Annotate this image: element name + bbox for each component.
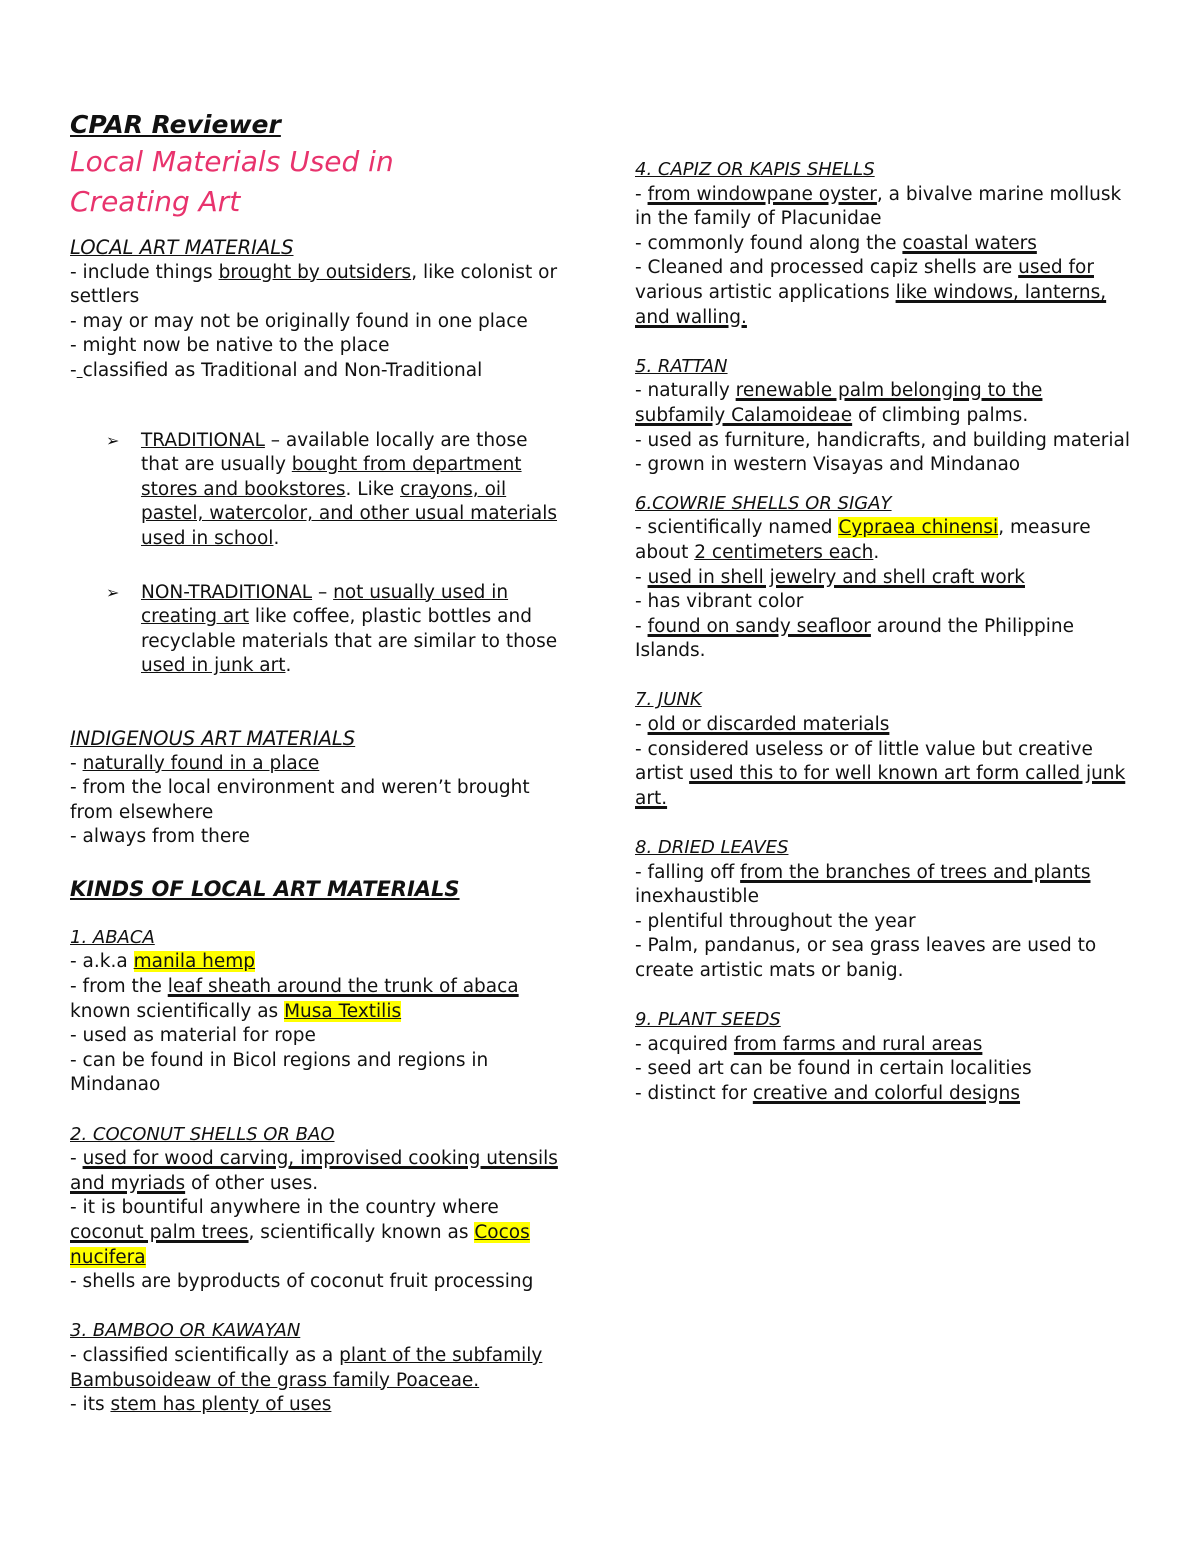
text-run: - Cleaned and processed capiz shells are bbox=[635, 257, 1019, 279]
abaca-line-1 bbox=[70, 950, 570, 975]
text-run: - bbox=[70, 359, 77, 381]
cowrie-line-2 bbox=[635, 566, 1135, 591]
dried-leaves-heading: 8. DRIED LEAVES bbox=[635, 837, 789, 859]
text-run: TRADITIONAL bbox=[141, 429, 265, 451]
non-traditional-text bbox=[141, 581, 570, 679]
text-run: brought by outsiders bbox=[218, 261, 412, 283]
text-run: used in shell jewelry and shell craft work bbox=[647, 566, 1025, 588]
right-column bbox=[635, 158, 1135, 1107]
text-run: - bbox=[635, 615, 648, 637]
text-run: – available locally are those that are usually bbox=[141, 429, 528, 476]
bamboo-line-1 bbox=[70, 1344, 570, 1393]
text-run: of other uses. bbox=[185, 1172, 319, 1194]
junk-line-1 bbox=[635, 713, 1135, 738]
cowrie-line-3: - has vibrant color bbox=[635, 591, 804, 613]
local-line-3: - might now be native to the place bbox=[70, 335, 390, 357]
text-run: Cocos nucifera bbox=[70, 1222, 530, 1268]
seeds-line-1 bbox=[635, 1033, 1135, 1058]
text-run: . bbox=[285, 655, 292, 677]
coconut-heading: 2. COCONUT SHELLS OR BAO bbox=[70, 1123, 335, 1145]
text-run: . bbox=[873, 541, 880, 563]
text-run: . Like bbox=[345, 478, 401, 500]
text-run: - naturally bbox=[635, 380, 736, 402]
text-run: Cypraea chinensi bbox=[838, 517, 999, 539]
text-run: - bbox=[70, 752, 83, 774]
arrow-bullet-icon: ➢ bbox=[106, 430, 120, 450]
text-run: . bbox=[273, 527, 280, 549]
text-run: classified as Traditional and Non-Traditional bbox=[82, 359, 483, 381]
kinds-heading: KINDS OF LOCAL ART MATERIALS bbox=[70, 876, 460, 901]
text-run: renewable palm belonging to the subfamily Calamoideae bbox=[635, 380, 1043, 426]
text-run: NON-TRADITIONAL bbox=[141, 581, 313, 603]
indigenous-line-2: - from the local environment and weren’t brought from elsewhere bbox=[70, 777, 530, 823]
document-subtitle bbox=[70, 142, 570, 222]
capiz-heading: 4. CAPIZ OR KAPIS SHELLS bbox=[635, 159, 875, 180]
text-run: crayons, oil pastel, watercolor, and other usual materials used in school bbox=[141, 478, 558, 549]
text-run: , a bivalve marine mollusk in the family of Placunidae bbox=[635, 183, 1122, 230]
leaves-line-2: - plentiful throughout the year bbox=[635, 910, 916, 932]
plant-seeds-heading: 9. PLANT SEEDS bbox=[635, 1009, 781, 1031]
text-run: – bbox=[312, 581, 334, 603]
text-run: used in junk art bbox=[141, 655, 286, 677]
bamboo-line-2 bbox=[70, 1393, 570, 1418]
rattan-line-2: - used as furniture, handicrafts, and building material bbox=[635, 429, 1130, 451]
text-run: leaf sheath around the trunk of abaca bbox=[167, 976, 519, 998]
text-run: - bbox=[70, 1148, 83, 1170]
rattan-heading: 5. RATTAN bbox=[635, 355, 728, 377]
text-run: from farms and rural areas bbox=[733, 1033, 983, 1055]
leaves-line-1 bbox=[635, 861, 1135, 910]
cowrie-line-1 bbox=[635, 516, 1135, 565]
cowrie-heading: 6.COWRIE SHELLS OR SIGAY bbox=[635, 492, 892, 514]
text-run: , like colonist or settlers bbox=[70, 261, 558, 308]
capiz-line-2 bbox=[635, 232, 1135, 257]
text-run: used for bbox=[1018, 257, 1094, 279]
text-run: , measure about bbox=[635, 517, 1091, 563]
text-run: inexhaustible bbox=[635, 886, 759, 908]
text-run: coconut palm trees bbox=[70, 1222, 249, 1243]
bamboo-heading: 3. BAMBOO OR KAWAYAN bbox=[70, 1320, 301, 1342]
text-run: like windows, lanterns, and walling. bbox=[635, 281, 1107, 328]
abaca-line-4: - can be found in Bicol regions and regions in Mindanao bbox=[70, 1049, 489, 1096]
text-run: of climbing palms. bbox=[852, 404, 1029, 426]
text-run: 2 centimeters each bbox=[694, 541, 874, 563]
indigenous-line-3: - always from there bbox=[70, 826, 250, 848]
abaca-heading: 1. ABACA bbox=[70, 926, 155, 948]
text-run: - its bbox=[70, 1394, 111, 1416]
text-run: - bbox=[635, 566, 648, 588]
seeds-line-3 bbox=[635, 1082, 1135, 1107]
text-run: like coffee, plastic bottles and recyclable materials that are similar to those bbox=[141, 606, 558, 652]
local-art-materials-heading: LOCAL ART MATERIALS bbox=[70, 236, 294, 259]
text-run: - falling off bbox=[635, 861, 741, 883]
local-line-4 bbox=[70, 359, 570, 384]
text-run: - scientifically named bbox=[635, 517, 839, 539]
left-column bbox=[70, 108, 570, 1418]
indigenous-heading: INDIGENOUS ART MATERIALS bbox=[70, 726, 356, 750]
text-run: around the Philippine Islands. bbox=[635, 615, 1075, 662]
text-run: - include things bbox=[70, 261, 219, 283]
capiz-line-1 bbox=[635, 183, 1135, 232]
text-run: - bbox=[635, 183, 648, 205]
text-run: - bbox=[635, 714, 648, 736]
text-run: , scientifically known as bbox=[248, 1222, 475, 1243]
text-run: various artistic applications bbox=[635, 281, 896, 303]
abaca-line-2 bbox=[70, 975, 570, 1024]
text-run: - commonly found along the bbox=[635, 232, 903, 254]
text-run: - it is bountiful anywhere in the country where bbox=[70, 1197, 499, 1219]
rattan-line-1 bbox=[635, 379, 1135, 428]
text-run: - classified scientifically as a bbox=[70, 1344, 340, 1366]
leaves-line-3: - Palm, pandanus, or sea grass leaves are used to create artistic mats or banig. bbox=[635, 935, 1097, 981]
traditional-bullet bbox=[70, 429, 570, 552]
text-run: stem has plenty of uses bbox=[110, 1394, 332, 1416]
local-line-1 bbox=[70, 261, 570, 310]
seeds-line-2: - seed art can be found in certain localities bbox=[635, 1058, 1032, 1080]
text-run: known scientifically as bbox=[70, 1000, 285, 1022]
abaca-line-3: - used as material for rope bbox=[70, 1025, 316, 1047]
arrow-bullet-icon: ➢ bbox=[106, 582, 120, 602]
capiz-line-3 bbox=[635, 256, 1135, 330]
text-run: from windowpane oyster bbox=[647, 183, 877, 205]
text-run: coastal waters bbox=[902, 232, 1037, 254]
traditional-text bbox=[141, 429, 570, 552]
text-run: manila hemp bbox=[133, 951, 256, 973]
text-run: used this to for well known art form called junk art. bbox=[635, 763, 1126, 809]
rattan-line-3: - grown in western Visayas and Mindanao bbox=[635, 454, 1021, 476]
text-run: found on sandy seafloor bbox=[647, 615, 871, 637]
text-run: - from the bbox=[70, 976, 168, 998]
junk-heading: 7. JUNK bbox=[635, 689, 702, 711]
text-run: bought from department stores and bookstores bbox=[141, 454, 522, 500]
cowrie-line-4 bbox=[635, 615, 1135, 664]
subtitle-line-1: Local Materials Used in bbox=[70, 145, 394, 178]
text-run: - distinct for bbox=[635, 1082, 753, 1104]
text-run: - a.k.a bbox=[70, 951, 134, 973]
text-run: not usually used in creating art bbox=[141, 581, 509, 628]
text-run: used for wood carving, improvised cooking utensils and myriads bbox=[70, 1148, 558, 1194]
text-run: plant of the subfamily Bambusoideaw of the grass family Poaceae. bbox=[70, 1344, 543, 1391]
text-run: - acquired bbox=[635, 1033, 734, 1055]
coconut-line-1 bbox=[70, 1147, 570, 1196]
indigenous-line-1 bbox=[70, 752, 570, 777]
text-run: naturally found in a place bbox=[82, 752, 320, 774]
non-traditional-bullet bbox=[70, 581, 570, 679]
text-run: from the branches of trees and plants bbox=[740, 861, 1091, 883]
text-run: creative and colorful designs bbox=[752, 1082, 1021, 1104]
local-line-2: - may or may not be originally found in one place bbox=[70, 310, 528, 332]
coconut-line-3: - shells are byproducts of coconut fruit processing bbox=[70, 1271, 534, 1293]
junk-line-2 bbox=[635, 738, 1135, 812]
coconut-line-2 bbox=[70, 1196, 570, 1270]
document-title: CPAR Reviewer bbox=[70, 110, 281, 139]
text-run: Musa Textilis bbox=[284, 1000, 402, 1022]
subtitle-line-2: Creating Art bbox=[70, 185, 241, 218]
text-run: - considered useless or of little value but creative artist bbox=[635, 738, 1093, 785]
text-run: old or discarded materials bbox=[647, 714, 890, 736]
